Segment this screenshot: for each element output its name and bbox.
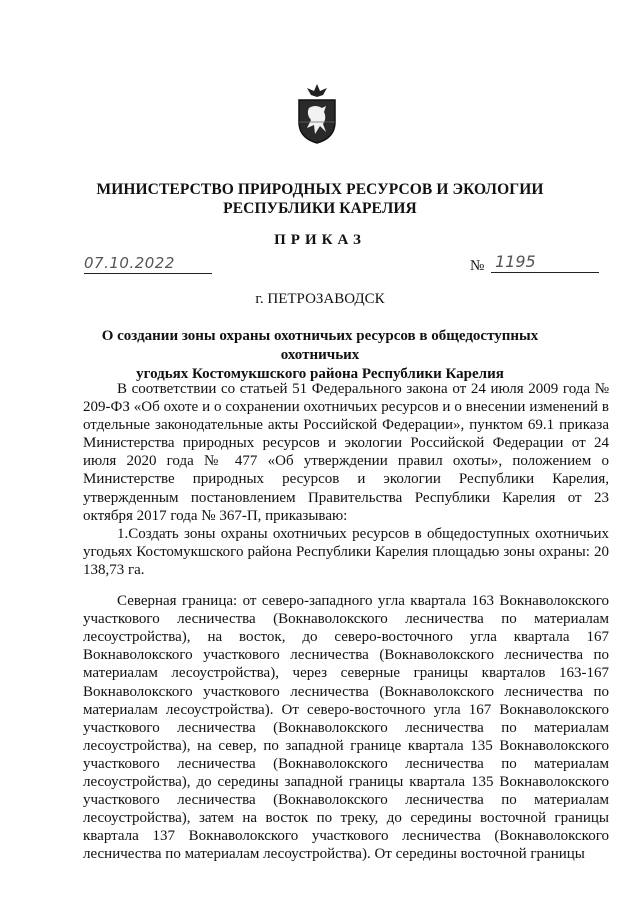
date-field (84, 254, 212, 274)
coat-of-arms-emblem (295, 84, 339, 144)
document-type: ПРИКАЗ (274, 232, 366, 248)
paragraph-preamble: В соответствии со статьей 51 Федерального закона от 24 июля 2009 года № 209-ФЗ «Об охоте и о сохранении охотничьих ресурсов и о внесении изменений в отдельные законодательные акты Российской Федерации», пунктом 69.1 приказа Министерства природных ресурсов и экологии Российской Федерации от 24 июля 2020 года № 477 «Об утверждении правил охоты», положением о Министерстве природных ресурсов и экологии Республики Карелия, утвержденным постановлением Правительства Республики Карелия от 23 октября 2017 года № 367-П, приказываю: (83, 381, 609, 524)
order-body (83, 380, 609, 863)
handwritten-date: 07.10.2022 (84, 254, 175, 272)
order-subject-line2: угодьях Костомукшского района Республики Карелия (136, 366, 504, 382)
city-name: г. ПЕТРОЗАВОДСК (255, 291, 385, 307)
handwritten-number: 1195 (495, 252, 536, 271)
number-sign: № (470, 258, 485, 274)
paragraph-northern-border: Северная граница: от северо-западного угла квартала 163 Вокнаволокского участкового лесничества (Вокнаволокского лесничества по материалам лесоустройства), на восток, до северо-восточного угла квартала 167 Вокнаволокского участкового лесничества (Вокнаволокского лесничества по материалам лесоустройства), через северные границы кварталов 163-167 Вокнаволокского участкового лесничества (Вокнаволокского лесничества по материалам лесоустройства). От северо-восточного угла 167 Вокнаволокского участкового лесничества (Вокнаволокского лесничества по материалам лесоустройства), на север, по западной границе квартала 135 Вокнаволокского участкового лесничества (Вокнаволокского лесничества по материалам лесоустройства), до середины западной границы квартала 135 Вокнаволокского участкового лесничества (Вокнаволокского лесничества по материалам лесоустройства), затем на восток по треку, до середины восточной границы квартала 137 Вокнаволокского участкового лесничества (Вокнаволокского лесничества по материалам лесоустройства). От середины восточной границы (83, 593, 609, 863)
order-subject (70, 327, 570, 384)
number-field (491, 252, 599, 273)
ministry-name (60, 180, 580, 218)
ministry-name-line1: МИНИСТЕРСТВО ПРИРОДНЫХ РЕСУРСОВ И ЭКОЛОГИИ (96, 181, 544, 198)
order-subject-line1: О создании зоны охраны охотничьих ресурсов в общедоступных охотничьих (101, 328, 539, 363)
paragraph-item-1: 1.Создать зоны охраны охотничьих ресурсов в общедоступных охотничьих угодьях Костомукшского района Республики Карелия площадью зоны охраны: 20 138,73 га. (83, 525, 609, 578)
ministry-name-line2: РЕСПУБЛИКИ КАРЕЛИЯ (223, 200, 417, 217)
